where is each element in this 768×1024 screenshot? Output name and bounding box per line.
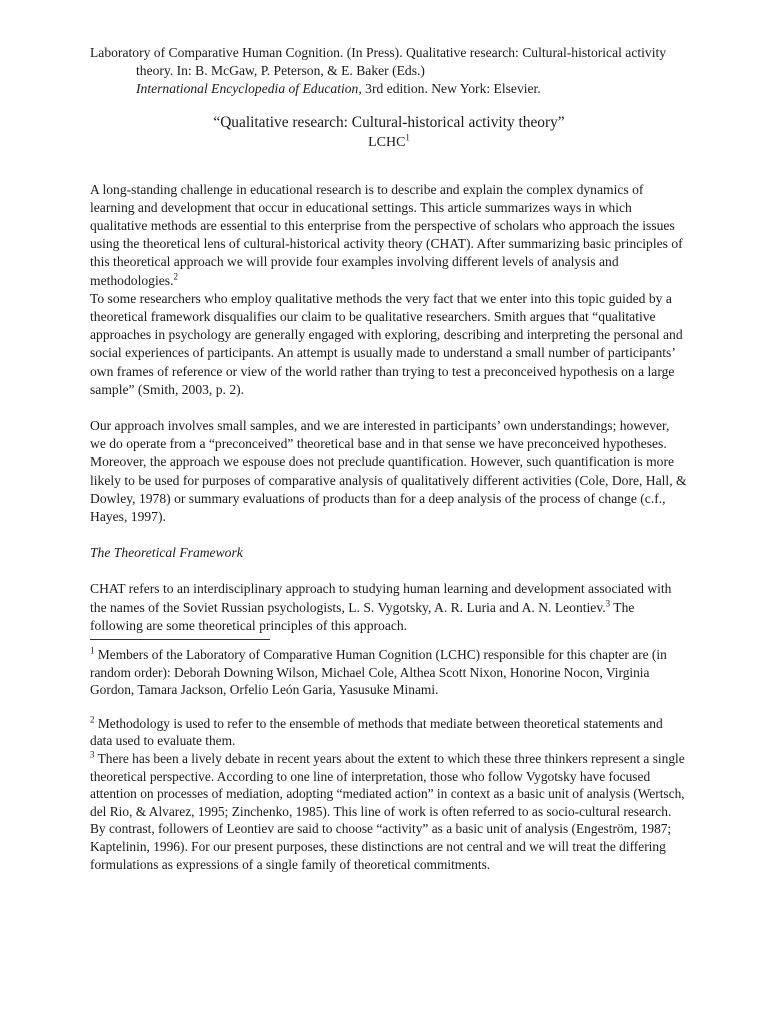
- paragraph-chat-tail: The following are some theoretical principles of this approach.: [90, 599, 635, 633]
- paragraph-smith: To some researchers who employ qualitative methods the very fact that we enter into this topic guided by a theoretical framework disqualifies our claim to be qualitative researchers. Smith argues that “qualitative approaches in psychology are generally engaged with exploring, describing and interpreting the personal and social experiences of participants. An attempt is usually made to understand a small number of participants’ own frames of reference or view of the world rather than trying to test a preconceived hypothesis on a large sample” (Smith, 2003, p. 2).: [90, 290, 683, 397]
- footnote-3: [90, 750, 688, 873]
- paragraph-intro-text: A long-standing challenge in educational research is to describe and explain the complex dynamics of learning and development that occur in educational settings. This article summarizes ways in which qualitative methods are essential to this enterprise from the perspective of scholars who approach the issues using the theoretical lens of cultural-historical activity theory (CHAT). After summarizing basic principles of this theoretical approach we will provide four examples involving different levels of analysis and methodologies.: [90, 181, 683, 288]
- footnotes: [90, 646, 688, 873]
- citation-journal: International Encyclopedia of Education,: [136, 81, 362, 97]
- document-page: [90, 44, 688, 873]
- footnote-ref-3[interactable]: 3: [605, 598, 611, 609]
- section-heading: The Theoretical Framework: [90, 545, 243, 561]
- document-title: “Qualitative research: Cultural-historical activity theory”: [213, 113, 565, 131]
- footnote-1: [90, 646, 688, 699]
- citation: [90, 44, 688, 99]
- citation-text: Laboratory of Comparative Human Cognition. (In Press). Qualitative research: Cultural-historical activity theory. In: B. McGaw, P. Peterson, & E. Baker (Eds.): [90, 45, 667, 79]
- paragraph-chat-text: CHAT refers to an interdisciplinary approach to studying human learning and development associated with the names of the Soviet Russian psychologists, L. S. Vygotsky, A. R. Luria and A. N. Leontiev.: [90, 581, 672, 615]
- title-block: [90, 113, 688, 153]
- footnote-mark-3: 3: [90, 749, 95, 760]
- footnote-1-text: Members of the Laboratory of Comparative Human Cognition (LCHC) responsible for this chapter are (in random order): Deborah Downing Wilson, Michael Cole, Althea Scott Nixon, Honorine Nocon, Virginia Gordon, Tamara Jackson, Orfelio León Garia, Yasusuke Minami.: [90, 647, 667, 698]
- footnote-mark-2: 2: [90, 714, 95, 725]
- footnote-ref-2[interactable]: 2: [173, 271, 178, 282]
- author-name: LCHC: [368, 134, 406, 150]
- paragraph-chat: [90, 580, 688, 635]
- paragraph-intro: [90, 181, 688, 290]
- footnote-2: [90, 715, 688, 750]
- footnote-mark-1: 1: [90, 645, 95, 656]
- body-text: [90, 181, 688, 635]
- footnote-ref-1[interactable]: 1: [405, 131, 410, 142]
- footnote-2-text: Methodology is used to refer to the ensemble of methods that mediate between theoretical statements and data used to evaluate them.: [90, 715, 663, 749]
- document-author: [90, 133, 688, 153]
- paragraph-approach: Our approach involves small samples, and we are interested in participants’ own understandings; however, we do operate from a “preconceived” theoretical base and in that sense we have preconceived hypotheses. Moreover, the approach we espouse does not preclude quantification. However, such quantification is more likely to be used for purposes of comparative analysis of qualitatively different activities (Cole, Dore, Hall, & Dowley, 1978) or summary evaluations of products than for a deep analysis of the process of change (c.f., Hayes, 1997).: [90, 418, 687, 525]
- citation-edition: 3rd edition. New York: Elsevier.: [361, 81, 541, 97]
- footnote-3-text: There has been a lively debate in recent years about the extent to which these three thinkers represent a single theoretical perspective. According to one line of interpretation, those who follow Vygotsky have focused attention on processes of mediation, adopting “mediated action” in context as a basic unit of analysis (Wertsch, del Rio, & Alvarez, 1995; Zinchenko, 1985). This line of work is often referred to as socio-cultural research. By contrast, followers of Leontiev are said to choose “activity” as a basic unit of analysis (Engeström, 1987; Kaptelinin, 1996). For our present purposes, these distinctions are not central and we will treat the differing formulations as expressions of a single family of theoretical commitments.: [90, 751, 685, 872]
- footnote-divider: [90, 639, 270, 640]
